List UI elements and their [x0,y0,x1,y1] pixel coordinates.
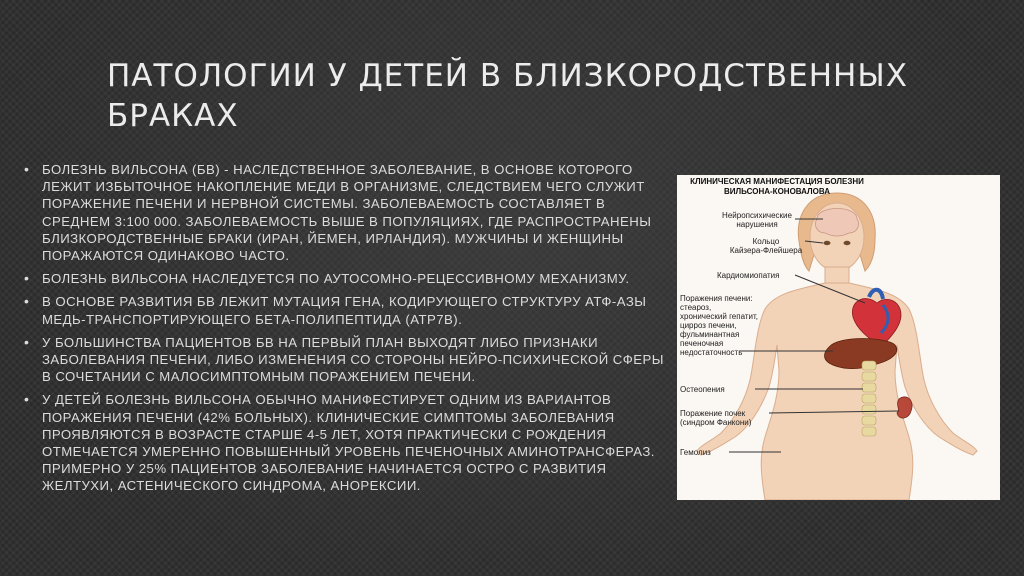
label-line: Поражение почек [680,409,746,418]
label-line: Кольцо [752,237,780,246]
slide-title: ПАТОЛОГИИ У ДЕТЕЙ В БЛИЗКОРОДСТВЕННЫХ БРАКАХ [107,58,908,134]
label-line: недостаточность [680,348,743,357]
bullet-text: У БОЛЬШИНСТВА ПАЦИЕНТОВ БВ НА ПЕРВЫЙ ПЛАН ВЫХОДЯТ ЛИБО ПРИЗНАКИ ЗАБОЛЕВАНИЯ ПЕЧЕНИ, ЛИБО ИЗМЕНЕНИЯ СО СТОРОНЫ НЕЙРО-ПСИХИЧЕСКОЙ СФЕРЫ В СОЧЕТАНИИ С МАЛОСИМПТОМНЫМ ПОРАЖЕНИЕМ ПЕЧЕНИ. [42,334,664,385]
bullet-dot: • [24,293,30,310]
label-line: стеароз, [680,303,712,312]
label-line: печеночная [680,339,724,348]
kidney-icon [897,397,912,418]
bullet-list [22,161,670,501]
illustration-title-line: ВИЛЬСОНА-КОНОВАЛОВА [723,187,831,196]
label-cardiomyopathy: Кардиомиопатия [717,271,780,280]
bullet-dot: • [24,391,30,408]
illustration-title-line: КЛИНИЧЕСКАЯ МАНИФЕСТАЦИЯ БОЛЕЗНИ [690,177,864,186]
label-line: фульминантная [680,330,740,339]
label-osteopenia: Остеопения [680,385,725,394]
label-line: Поражения печени: [680,294,753,303]
label-line: (синдром Фанкони) [680,418,752,427]
label-line: нарушения [736,220,778,229]
bullet-dot: • [24,161,30,177]
bullet-dot: • [24,333,30,350]
bullet-text: В ОСНОВЕ РАЗВИТИЯ БВ ЛЕЖИТ МУТАЦИЯ ГЕНА, КОДИРУЮЩЕГО СТРУКТУРУ АТФ-АЗЫ МЕДЬ-ТРАНСПОРТИРУЮЩЕГО БЕТА-ПОЛИПЕПТИДА (АТР7В). [42,294,647,327]
label-kidney [680,409,768,427]
bullet-text: У ДЕТЕЙ БОЛЕЗНЬ ВИЛЬСОНА ОБЫЧНО МАНИФЕСТИРУЕТ ОДНИМ ИЗ ВАРИАНТОВ ПОРАЖЕНИЯ ПЕЧЕНИ (42% БОЛЬНЫХ). КЛИНИЧЕСКИЕ СИМПТОМЫ ЗАБОЛЕВАНИЯ ПРОЯВЛЯЮТСЯ В ВОЗРАСТЕ СТАРШЕ 4-5 ЛЕТ, ХОТЯ ПРАКТИЧЕСКИ С РОЖДЕНИЯ ОТМЕЧАЕТСЯ УМЕРЕННО ПОВЫШЕННЫЙ УРОВЕНЬ ПЕЧЕНОЧНЫХ АМИНОТРАНСФЕРАЗ. ПРИМЕРНО У 25% ПАЦИЕНТОВ ЗАБОЛЕВАНИЕ НАЧИНАЕТСЯ ОСТРО С РАЗВИТИЯ ЖЕЛТУХИ, АСТЕНИЧЕСКОГО СИНДРОМА, АНОРЕКСИИ. [42,392,655,494]
label-neuro [717,211,797,229]
label-line: цирроз печени, [680,321,737,330]
wilson-disease-illustration [677,175,1000,500]
spine-icon [862,361,876,436]
label-hemolysis: Гемолиз [680,448,711,457]
bullet-dot: • [24,270,30,287]
bullet-item [22,161,670,264]
bullet-item [22,391,670,494]
bullet-item [22,293,670,327]
label-line: Кайзера-Флейшера [729,246,803,255]
illustration-title [677,177,877,197]
label-liver [680,294,760,357]
bullet-item [22,270,670,287]
bullet-text: БОЛЕЗНЬ ВИЛЬСОНА НАСЛЕДУЕТСЯ ПО АУТОСОМНО-РЕЦЕССИВНОМУ МЕХАНИЗМУ. [42,271,630,287]
bullet-text: БОЛЕЗНЬ ВИЛЬСОНА (БВ) - НАСЛЕДСТВЕННОЕ ЗАБОЛЕВАНИЕ, В ОСНОВЕ КОТОРОГО ЛЕЖИТ ИЗБЫТОЧНОЕ НАКОПЛЕНИЕ МЕДИ В ОРГАНИЗМЕ, СЛЕДСТВИЕМ ЧЕГО СЛУЖИТ ПОРАЖЕНИЕ ПЕЧЕНИ И НЕРВНОЙ СИСТЕМЫ. ЗАБОЛЕВАЕМОСТЬ СОСТАВЛЯЕТ В СРЕДНЕМ 3:100 000. ЗАБОЛЕВАЕМОСТЬ ВЫШЕ В ПОПУЛЯЦИЯХ, ГДЕ РАСПРОСТРАНЕНЫ БЛИЗКОРОДСТВЕННЫЕ БРАКИ (ИРАН, ЙЕМЕН, ИРЛАНДИЯ). МУЖЧИНЫ И ЖЕНЩИНЫ ПОРАЖАЮТСЯ ОДИНАКОВО ЧАСТО. [42,162,652,264]
label-kf-ring [725,237,807,255]
label-line: хронический гепатит, [680,312,758,321]
bullet-item [22,334,670,386]
label-line: Нейропсихические [722,211,792,220]
